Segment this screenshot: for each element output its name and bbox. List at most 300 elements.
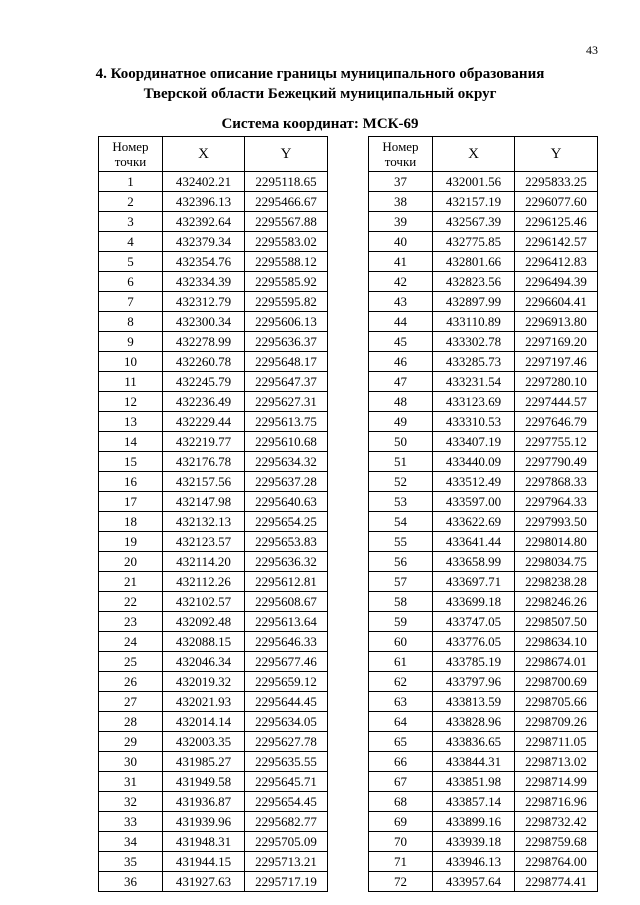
table-row	[369, 452, 598, 472]
x-coordinate-cell: 433776.05	[433, 632, 515, 652]
table-row	[99, 272, 328, 292]
x-coordinate-cell: 432392.64	[163, 212, 245, 232]
y-coordinate-cell: 2296913.80	[515, 312, 598, 332]
y-coordinate-cell: 2295634.05	[245, 712, 328, 732]
point-number-cell: 38	[369, 192, 433, 212]
table-row	[99, 172, 328, 192]
table-row	[369, 872, 598, 892]
y-coordinate-cell: 2297964.33	[515, 492, 598, 512]
table-header-row	[99, 137, 328, 172]
y-coordinate-cell: 2298759.68	[515, 832, 598, 852]
x-coordinate-cell: 432260.78	[163, 352, 245, 372]
table-row	[369, 172, 598, 192]
y-coordinate-cell: 2295613.64	[245, 612, 328, 632]
x-coordinate-cell: 432229.44	[163, 412, 245, 432]
x-coordinate-cell: 431949.58	[163, 772, 245, 792]
table-row	[99, 552, 328, 572]
table-row	[99, 852, 328, 872]
y-coordinate-cell: 2298507.50	[515, 612, 598, 632]
y-coordinate-cell: 2295583.02	[245, 232, 328, 252]
x-coordinate-cell: 433622.69	[433, 512, 515, 532]
x-coordinate-cell: 432823.56	[433, 272, 515, 292]
point-number-cell: 31	[99, 772, 163, 792]
point-number-cell: 24	[99, 632, 163, 652]
table-row	[99, 572, 328, 592]
table-row	[369, 392, 598, 412]
x-coordinate-cell: 433899.16	[433, 812, 515, 832]
point-number-cell: 18	[99, 512, 163, 532]
point-number-cell: 58	[369, 592, 433, 612]
x-coordinate-cell: 432014.14	[163, 712, 245, 732]
table-row	[99, 832, 328, 852]
x-coordinate-cell: 433123.69	[433, 392, 515, 412]
table-row	[99, 732, 328, 752]
x-coordinate-cell: 433512.49	[433, 472, 515, 492]
point-number-cell: 35	[99, 852, 163, 872]
x-coordinate-cell: 432088.15	[163, 632, 245, 652]
point-number-cell: 53	[369, 492, 433, 512]
table-row	[369, 232, 598, 252]
table-row	[369, 832, 598, 852]
table-row	[369, 492, 598, 512]
x-coordinate-cell: 433939.18	[433, 832, 515, 852]
y-coordinate-cell: 2295644.45	[245, 692, 328, 712]
y-coordinate-cell: 2295635.55	[245, 752, 328, 772]
y-header: Y	[515, 137, 598, 172]
y-coordinate-cell: 2295637.28	[245, 472, 328, 492]
y-coordinate-cell: 2295717.19	[245, 872, 328, 892]
table-row	[99, 672, 328, 692]
point-number-cell: 20	[99, 552, 163, 572]
point-number-cell: 21	[99, 572, 163, 592]
coordinates-table-right	[368, 136, 598, 892]
point-number-cell: 42	[369, 272, 433, 292]
point-number-cell: 66	[369, 752, 433, 772]
x-coordinate-cell: 431927.63	[163, 872, 245, 892]
y-coordinate-cell: 2295640.63	[245, 492, 328, 512]
point-number-cell: 26	[99, 672, 163, 692]
x-coordinate-cell: 433285.73	[433, 352, 515, 372]
x-coordinate-cell: 433699.18	[433, 592, 515, 612]
x-coordinate-cell: 432245.79	[163, 372, 245, 392]
point-number-header-line-2: точки	[114, 154, 147, 169]
point-number-cell: 37	[369, 172, 433, 192]
x-coordinate-cell: 432112.26	[163, 572, 245, 592]
x-header: X	[433, 137, 515, 172]
table-row	[369, 772, 598, 792]
y-coordinate-cell: 2297993.50	[515, 512, 598, 532]
x-coordinate-cell: 433658.99	[433, 552, 515, 572]
point-number-cell: 49	[369, 412, 433, 432]
x-coordinate-cell: 433310.53	[433, 412, 515, 432]
x-coordinate-cell: 432019.32	[163, 672, 245, 692]
y-coordinate-cell: 2295636.37	[245, 332, 328, 352]
y-coordinate-cell: 2295606.13	[245, 312, 328, 332]
point-number-cell: 67	[369, 772, 433, 792]
y-coordinate-cell: 2295608.67	[245, 592, 328, 612]
table-header-row	[369, 137, 598, 172]
point-number-header	[369, 137, 433, 172]
title-line-1: 4. Координатное описание границы муниципального образования	[95, 66, 545, 82]
x-coordinate-cell: 432092.48	[163, 612, 245, 632]
x-coordinate-cell: 432300.34	[163, 312, 245, 332]
y-coordinate-cell: 2298700.69	[515, 672, 598, 692]
y-coordinate-cell: 2295653.83	[245, 532, 328, 552]
table-row	[99, 592, 328, 612]
point-number-cell: 9	[99, 332, 163, 352]
y-coordinate-cell: 2295634.32	[245, 452, 328, 472]
point-number-cell: 8	[99, 312, 163, 332]
point-number-cell: 28	[99, 712, 163, 732]
table-row	[369, 432, 598, 452]
y-coordinate-cell: 2295659.12	[245, 672, 328, 692]
point-number-cell: 72	[369, 872, 433, 892]
table-row	[369, 192, 598, 212]
y-coordinate-cell: 2295645.71	[245, 772, 328, 792]
x-coordinate-cell: 432236.49	[163, 392, 245, 412]
table-row	[99, 392, 328, 412]
point-number-cell: 5	[99, 252, 163, 272]
y-coordinate-cell: 2298714.99	[515, 772, 598, 792]
y-header: Y	[245, 137, 328, 172]
x-coordinate-cell: 433957.64	[433, 872, 515, 892]
y-coordinate-cell: 2295627.78	[245, 732, 328, 752]
x-coordinate-cell: 431948.31	[163, 832, 245, 852]
point-number-header-line-1: Номер	[382, 139, 419, 154]
table-row	[369, 272, 598, 292]
x-coordinate-cell: 432102.57	[163, 592, 245, 612]
table-row	[99, 772, 328, 792]
y-coordinate-cell: 2298634.10	[515, 632, 598, 652]
point-number-cell: 51	[369, 452, 433, 472]
point-number-cell: 60	[369, 632, 433, 652]
table-row	[99, 792, 328, 812]
point-number-cell: 63	[369, 692, 433, 712]
y-coordinate-cell: 2298674.01	[515, 652, 598, 672]
point-number-cell: 44	[369, 312, 433, 332]
x-coordinate-cell: 433440.09	[433, 452, 515, 472]
y-coordinate-cell: 2295588.12	[245, 252, 328, 272]
x-coordinate-cell: 433946.13	[433, 852, 515, 872]
x-coordinate-cell: 433844.31	[433, 752, 515, 772]
y-coordinate-cell: 2298774.41	[515, 872, 598, 892]
point-number-cell: 52	[369, 472, 433, 492]
point-number-cell: 16	[99, 472, 163, 492]
x-coordinate-cell: 433110.89	[433, 312, 515, 332]
y-coordinate-cell: 2296494.39	[515, 272, 598, 292]
x-coordinate-cell: 433785.19	[433, 652, 515, 672]
y-coordinate-cell: 2297790.49	[515, 452, 598, 472]
x-coordinate-cell: 433836.65	[433, 732, 515, 752]
point-number-cell: 69	[369, 812, 433, 832]
y-coordinate-cell: 2296142.57	[515, 232, 598, 252]
point-number-cell: 15	[99, 452, 163, 472]
y-coordinate-cell: 2295705.09	[245, 832, 328, 852]
x-coordinate-cell: 432001.56	[433, 172, 515, 192]
y-coordinate-cell: 2295682.77	[245, 812, 328, 832]
point-number-cell: 68	[369, 792, 433, 812]
point-number-cell: 40	[369, 232, 433, 252]
x-coordinate-cell: 433813.59	[433, 692, 515, 712]
table-row	[99, 372, 328, 392]
table-row	[99, 632, 328, 652]
x-coordinate-cell: 432312.79	[163, 292, 245, 312]
y-coordinate-cell: 2296412.83	[515, 252, 598, 272]
x-coordinate-cell: 431985.27	[163, 752, 245, 772]
point-number-cell: 61	[369, 652, 433, 672]
x-coordinate-cell: 433747.05	[433, 612, 515, 632]
x-coordinate-cell: 433851.98	[433, 772, 515, 792]
x-coordinate-cell: 432046.34	[163, 652, 245, 672]
x-coordinate-cell: 432334.39	[163, 272, 245, 292]
table-row	[99, 612, 328, 632]
table-row	[369, 752, 598, 772]
point-number-header	[99, 137, 163, 172]
x-coordinate-cell: 431936.87	[163, 792, 245, 812]
point-number-cell: 62	[369, 672, 433, 692]
y-coordinate-cell: 2295612.81	[245, 572, 328, 592]
y-coordinate-cell: 2297646.79	[515, 412, 598, 432]
y-coordinate-cell: 2296604.41	[515, 292, 598, 312]
coordinate-system-label: Система координат: МСК-69	[221, 116, 419, 132]
table-row	[99, 712, 328, 732]
document-title	[40, 64, 600, 104]
point-number-cell: 41	[369, 252, 433, 272]
x-coordinate-cell: 433407.19	[433, 432, 515, 452]
point-number-cell: 6	[99, 272, 163, 292]
point-number-cell: 1	[99, 172, 163, 192]
x-header: X	[163, 137, 245, 172]
table-row	[369, 792, 598, 812]
point-number-cell: 25	[99, 652, 163, 672]
y-coordinate-cell: 2295585.92	[245, 272, 328, 292]
coordinates-table-left	[98, 136, 328, 892]
table-row	[369, 712, 598, 732]
y-coordinate-cell: 2295627.31	[245, 392, 328, 412]
y-coordinate-cell: 2295654.45	[245, 792, 328, 812]
table-row	[369, 552, 598, 572]
y-coordinate-cell: 2298705.66	[515, 692, 598, 712]
point-number-cell: 11	[99, 372, 163, 392]
point-number-cell: 56	[369, 552, 433, 572]
point-number-cell: 33	[99, 812, 163, 832]
y-coordinate-cell: 2297755.12	[515, 432, 598, 452]
y-coordinate-cell: 2295118.65	[245, 172, 328, 192]
table-row	[369, 672, 598, 692]
table-row	[99, 192, 328, 212]
y-coordinate-cell: 2298711.05	[515, 732, 598, 752]
y-coordinate-cell: 2298034.75	[515, 552, 598, 572]
y-coordinate-cell: 2298713.02	[515, 752, 598, 772]
x-coordinate-cell: 432157.56	[163, 472, 245, 492]
table-row	[99, 452, 328, 472]
table-row	[99, 472, 328, 492]
x-coordinate-cell: 432123.57	[163, 532, 245, 552]
table-row	[99, 432, 328, 452]
point-number-cell: 47	[369, 372, 433, 392]
table-row	[369, 852, 598, 872]
table-row	[369, 412, 598, 432]
point-number-cell: 59	[369, 612, 433, 632]
point-number-cell: 17	[99, 492, 163, 512]
y-coordinate-cell: 2297169.20	[515, 332, 598, 352]
x-coordinate-cell: 433231.54	[433, 372, 515, 392]
x-coordinate-cell: 432278.99	[163, 332, 245, 352]
table-row	[369, 292, 598, 312]
y-coordinate-cell: 2295595.82	[245, 292, 328, 312]
point-number-cell: 55	[369, 532, 433, 552]
y-coordinate-cell: 2295466.67	[245, 192, 328, 212]
y-coordinate-cell: 2295713.21	[245, 852, 328, 872]
x-coordinate-cell: 432354.76	[163, 252, 245, 272]
point-number-cell: 27	[99, 692, 163, 712]
x-coordinate-cell: 433857.14	[433, 792, 515, 812]
y-coordinate-cell: 2298764.00	[515, 852, 598, 872]
x-coordinate-cell: 432897.99	[433, 292, 515, 312]
table-row	[99, 812, 328, 832]
x-coordinate-cell: 432176.78	[163, 452, 245, 472]
x-coordinate-cell: 432396.13	[163, 192, 245, 212]
point-number-cell: 22	[99, 592, 163, 612]
table-row	[369, 512, 598, 532]
table-row	[99, 492, 328, 512]
point-number-cell: 7	[99, 292, 163, 312]
point-number-cell: 10	[99, 352, 163, 372]
point-number-cell: 39	[369, 212, 433, 232]
point-number-cell: 43	[369, 292, 433, 312]
page-number: 43	[586, 43, 598, 57]
point-number-cell: 32	[99, 792, 163, 812]
y-coordinate-cell: 2295654.25	[245, 512, 328, 532]
point-number-cell: 29	[99, 732, 163, 752]
y-coordinate-cell: 2295636.32	[245, 552, 328, 572]
table-row	[369, 532, 598, 552]
point-number-cell: 30	[99, 752, 163, 772]
y-coordinate-cell: 2295567.88	[245, 212, 328, 232]
x-coordinate-cell: 433797.96	[433, 672, 515, 692]
x-coordinate-cell: 432402.21	[163, 172, 245, 192]
table-row	[99, 352, 328, 372]
point-number-cell: 12	[99, 392, 163, 412]
x-coordinate-cell: 433697.71	[433, 572, 515, 592]
point-number-cell: 50	[369, 432, 433, 452]
table-row	[369, 592, 598, 612]
point-number-cell: 13	[99, 412, 163, 432]
point-number-cell: 71	[369, 852, 433, 872]
point-number-cell: 54	[369, 512, 433, 532]
x-coordinate-cell: 432219.77	[163, 432, 245, 452]
x-coordinate-cell: 433641.44	[433, 532, 515, 552]
x-coordinate-cell: 432157.19	[433, 192, 515, 212]
table-row	[369, 212, 598, 232]
point-number-cell: 19	[99, 532, 163, 552]
table-row	[99, 652, 328, 672]
x-coordinate-cell: 432132.13	[163, 512, 245, 532]
y-coordinate-cell: 2298014.80	[515, 532, 598, 552]
table-row	[369, 652, 598, 672]
table-row	[369, 312, 598, 332]
table-row	[369, 372, 598, 392]
x-coordinate-cell: 432801.66	[433, 252, 515, 272]
table-row	[99, 252, 328, 272]
y-coordinate-cell: 2298709.26	[515, 712, 598, 732]
y-coordinate-cell: 2296125.46	[515, 212, 598, 232]
x-coordinate-cell: 432567.39	[433, 212, 515, 232]
y-coordinate-cell: 2298732.42	[515, 812, 598, 832]
point-number-cell: 65	[369, 732, 433, 752]
table-row	[99, 232, 328, 252]
point-number-cell: 46	[369, 352, 433, 372]
x-coordinate-cell: 433597.00	[433, 492, 515, 512]
table-row	[369, 732, 598, 752]
y-coordinate-cell: 2298716.96	[515, 792, 598, 812]
table-row	[99, 532, 328, 552]
table-row	[369, 812, 598, 832]
y-coordinate-cell: 2298238.28	[515, 572, 598, 592]
table-row	[99, 692, 328, 712]
y-coordinate-cell: 2297197.46	[515, 352, 598, 372]
point-number-cell: 70	[369, 832, 433, 852]
table-row	[369, 332, 598, 352]
point-number-cell: 64	[369, 712, 433, 732]
x-coordinate-cell: 432021.93	[163, 692, 245, 712]
y-coordinate-cell: 2295646.33	[245, 632, 328, 652]
x-coordinate-cell: 433828.96	[433, 712, 515, 732]
table-row	[369, 572, 598, 592]
table-row	[99, 752, 328, 772]
y-coordinate-cell: 2297280.10	[515, 372, 598, 392]
y-coordinate-cell: 2296077.60	[515, 192, 598, 212]
table-row	[99, 212, 328, 232]
x-coordinate-cell: 432379.34	[163, 232, 245, 252]
x-coordinate-cell: 431939.96	[163, 812, 245, 832]
table-row	[99, 872, 328, 892]
point-number-header-line-2: точки	[384, 154, 417, 169]
y-coordinate-cell: 2295613.75	[245, 412, 328, 432]
x-coordinate-cell: 432114.20	[163, 552, 245, 572]
table-row	[99, 292, 328, 312]
x-coordinate-cell: 432147.98	[163, 492, 245, 512]
point-number-cell: 4	[99, 232, 163, 252]
table-row	[369, 252, 598, 272]
table-row	[369, 612, 598, 632]
point-number-cell: 3	[99, 212, 163, 232]
table-row	[99, 412, 328, 432]
point-number-cell: 57	[369, 572, 433, 592]
table-row	[99, 512, 328, 532]
point-number-cell: 48	[369, 392, 433, 412]
y-coordinate-cell: 2295647.37	[245, 372, 328, 392]
y-coordinate-cell: 2297444.57	[515, 392, 598, 412]
x-coordinate-cell: 432003.35	[163, 732, 245, 752]
table-row	[99, 332, 328, 352]
point-number-cell: 23	[99, 612, 163, 632]
table-row	[99, 312, 328, 332]
x-coordinate-cell: 431944.15	[163, 852, 245, 872]
y-coordinate-cell: 2295610.68	[245, 432, 328, 452]
point-number-cell: 45	[369, 332, 433, 352]
table-row	[369, 632, 598, 652]
table-row	[369, 352, 598, 372]
y-coordinate-cell: 2295677.46	[245, 652, 328, 672]
point-number-header-line-1: Номер	[112, 139, 149, 154]
y-coordinate-cell: 2295648.17	[245, 352, 328, 372]
point-number-cell: 14	[99, 432, 163, 452]
point-number-cell: 2	[99, 192, 163, 212]
x-coordinate-cell: 433302.78	[433, 332, 515, 352]
table-row	[369, 692, 598, 712]
point-number-cell: 34	[99, 832, 163, 852]
